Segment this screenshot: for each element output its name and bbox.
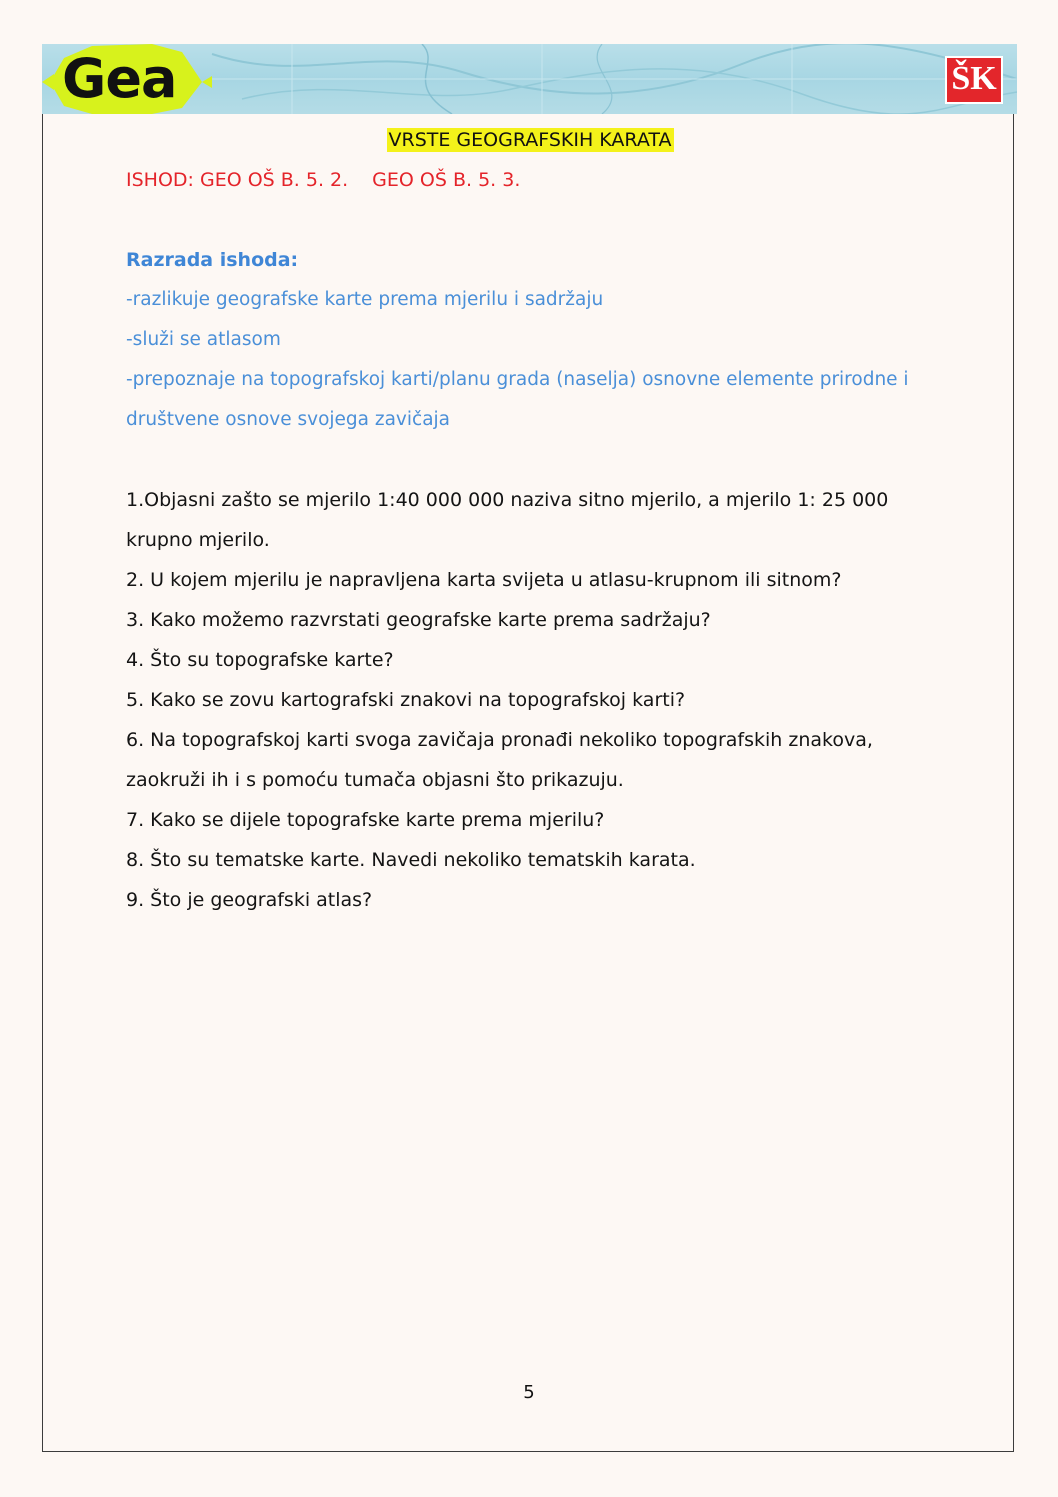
- ishod-second: GEO OŠ B. 5. 3.: [372, 169, 521, 191]
- question-line: 5. Kako se zovu kartografski znakovi na topografskoj karti?: [126, 689, 686, 711]
- title-row: [126, 120, 934, 160]
- razrada-item: -razlikuje geografske karte prema mjerilu i sadržaju: [126, 289, 604, 310]
- question-line: 7. Kako se dijele topografske karte prema mjerilu?: [126, 809, 605, 831]
- gea-logo: [42, 44, 212, 114]
- question-line: 4. Što su topografske karte?: [126, 649, 394, 671]
- ishod-label: ISHOD: GEO OŠ B. 5. 2.: [126, 169, 349, 191]
- header-banner: [42, 44, 1017, 114]
- page-title: VRSTE GEOGRAFSKIH KARATA: [388, 129, 672, 151]
- razrada-item: -služi se atlasom: [126, 329, 281, 350]
- gea-logo-text: Gea: [62, 47, 177, 110]
- question-line: 2. U kojem mjerilu je napravljena karta svijeta u atlasu-krupnom ili sitnom?: [126, 569, 842, 591]
- question-line: 9. Što je geografski atlas?: [126, 889, 373, 911]
- razrada-item: -prepoznaje na topografskoj karti/planu grada (naselja) osnovne elemente prirodne i: [126, 369, 909, 390]
- question-line: 3. Kako možemo razvrstati geografske karte prema sadržaju?: [126, 609, 711, 631]
- spacer: [126, 440, 926, 480]
- publisher-logo: [945, 56, 1003, 104]
- spacer: [126, 200, 926, 240]
- publisher-logo-text: ŠK: [951, 60, 997, 97]
- razrada-item: društvene osnove svojega zavičaja: [126, 409, 451, 430]
- question-line: 8. Što su tematske karte. Navedi nekoliko tematskih karata.: [126, 849, 696, 871]
- question-line: 1.Objasni zašto se mjerilo 1:40 000 000 naziva sitno mjerilo, a mjerilo 1: 25 000: [126, 489, 889, 511]
- question-line: krupno mjerilo.: [126, 529, 270, 551]
- worksheet-content: [126, 120, 926, 920]
- question-line: 6. Na topografskoj karti svoga zavičaja pronađi nekoliko topografskih znakova,: [126, 729, 873, 751]
- question-line: zaokruži ih i s pomoću tumača objasni što prikazuju.: [126, 769, 624, 791]
- page-number: 5: [523, 1382, 535, 1403]
- razrada-heading: Razrada ishoda:: [126, 249, 299, 271]
- ishod-line: [126, 160, 926, 200]
